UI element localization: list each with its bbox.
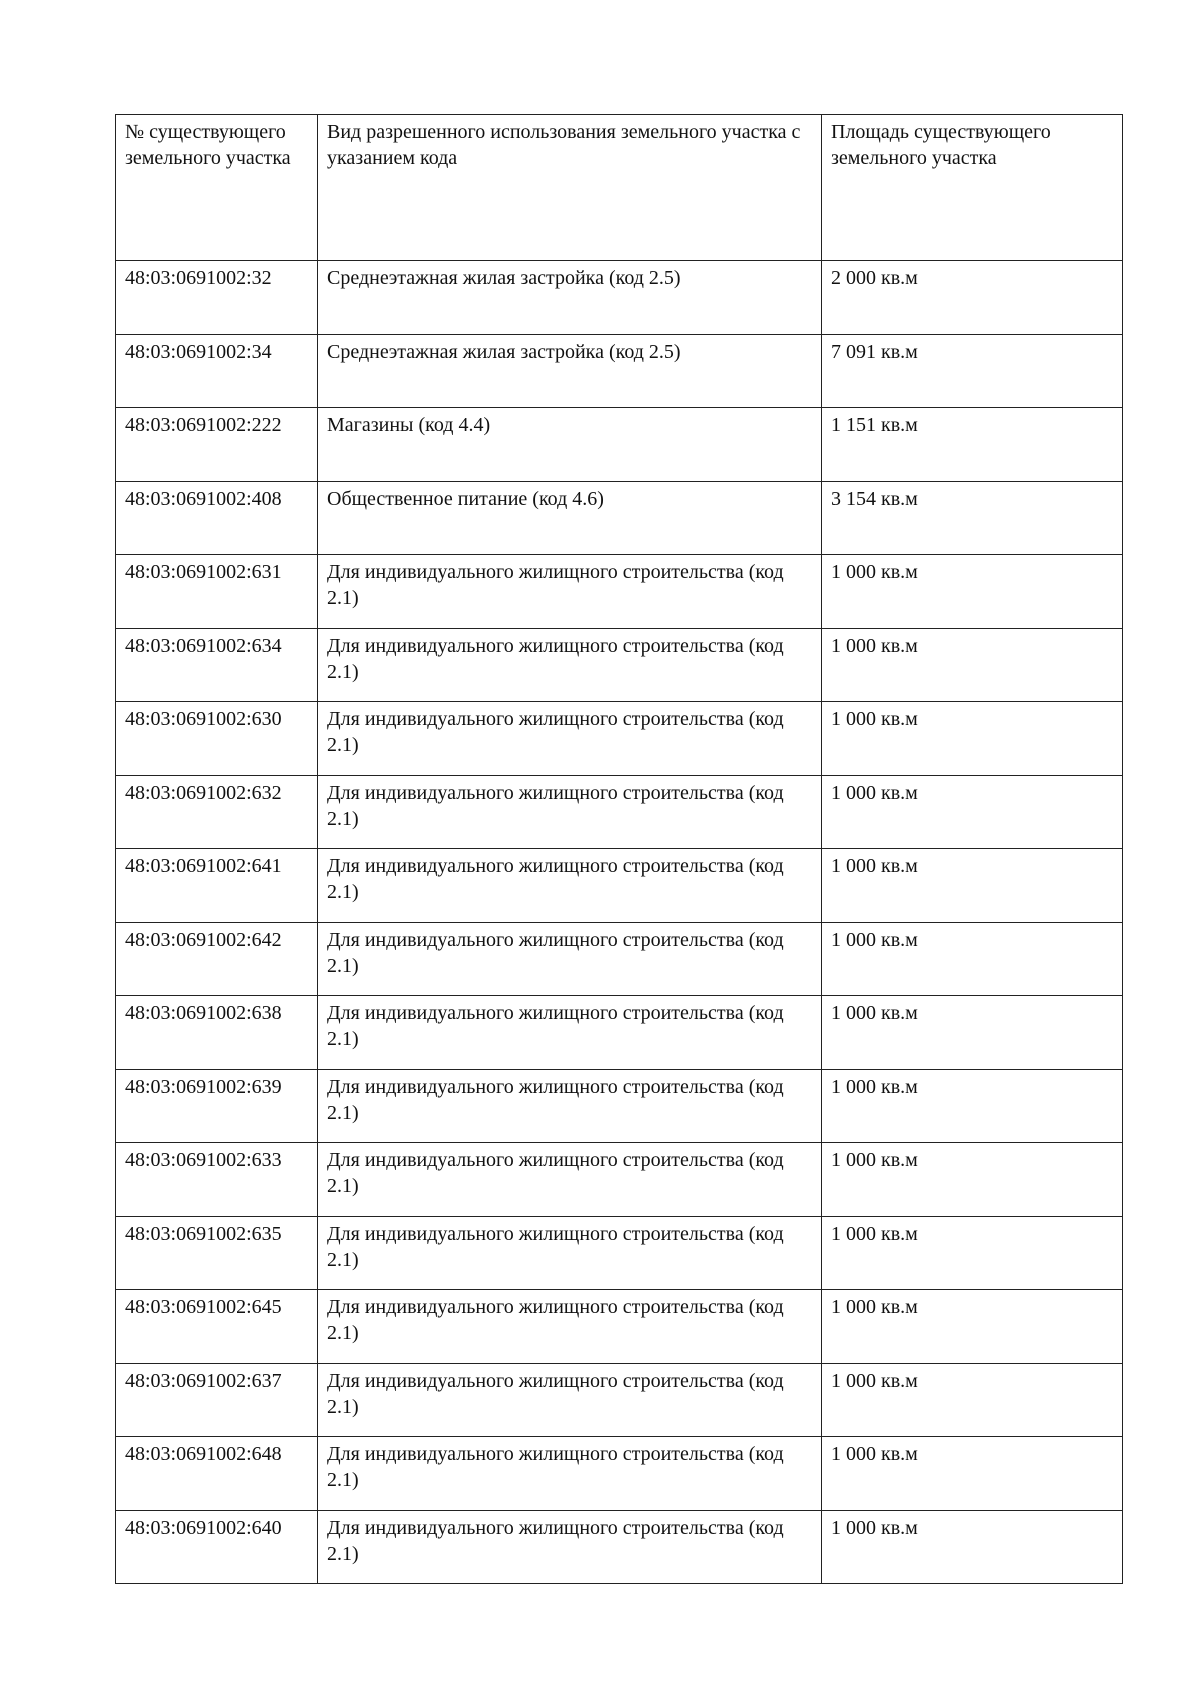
cadastral-number-cell: 48:03:0691002:638 (116, 996, 318, 1070)
area-cell: 1 000 кв.м (822, 1216, 1123, 1290)
table-row (116, 628, 1123, 702)
table-row (116, 481, 1123, 555)
area-cell: 1 000 кв.м (822, 702, 1123, 776)
table-row (116, 334, 1123, 408)
table-row (116, 408, 1123, 482)
area-cell: 1 000 кв.м (822, 628, 1123, 702)
area-cell: 2 000 кв.м (822, 261, 1123, 335)
cadastral-number-cell: 48:03:0691002:408 (116, 481, 318, 555)
table-row (116, 849, 1123, 923)
table-row (116, 702, 1123, 776)
cadastral-number-cell: 48:03:0691002:631 (116, 555, 318, 629)
cadastral-number-cell: 48:03:0691002:637 (116, 1363, 318, 1437)
cadastral-number-cell: 48:03:0691002:641 (116, 849, 318, 923)
permitted-use-cell: Для индивидуального жилищного строительства (код 2.1) (318, 1363, 822, 1437)
area-cell: 1 000 кв.м (822, 775, 1123, 849)
area-cell: 1 000 кв.м (822, 1290, 1123, 1364)
table-row (116, 1363, 1123, 1437)
table-row (116, 1510, 1123, 1584)
permitted-use-cell: Среднеэтажная жилая застройка (код 2.5) (318, 261, 822, 335)
area-cell: 1 000 кв.м (822, 922, 1123, 996)
permitted-use-cell: Для индивидуального жилищного строительства (код 2.1) (318, 628, 822, 702)
table-row (116, 922, 1123, 996)
table-row (116, 1290, 1123, 1364)
cadastral-number-cell: 48:03:0691002:633 (116, 1143, 318, 1217)
permitted-use-cell: Для индивидуального жилищного строительства (код 2.1) (318, 775, 822, 849)
cadastral-number-cell: 48:03:0691002:639 (116, 1069, 318, 1143)
area-cell: 1 000 кв.м (822, 849, 1123, 923)
cadastral-number-cell: 48:03:0691002:632 (116, 775, 318, 849)
table-row (116, 1143, 1123, 1217)
cadastral-number-cell: 48:03:0691002:222 (116, 408, 318, 482)
cadastral-number-cell: 48:03:0691002:635 (116, 1216, 318, 1290)
area-cell: 1 000 кв.м (822, 1069, 1123, 1143)
permitted-use-cell: Общественное питание (код 4.6) (318, 481, 822, 555)
cadastral-number-cell: 48:03:0691002:630 (116, 702, 318, 776)
header-cell-area: Площадь существующего земельного участка (822, 115, 1123, 261)
table-header-row (116, 115, 1123, 261)
area-cell: 1 000 кв.м (822, 1143, 1123, 1217)
cadastral-number-cell: 48:03:0691002:642 (116, 922, 318, 996)
permitted-use-cell: Для индивидуального жилищного строительства (код 2.1) (318, 996, 822, 1070)
header-cell-plot-number: № существующего земельного участка (116, 115, 318, 261)
permitted-use-cell: Для индивидуального жилищного строительства (код 2.1) (318, 1143, 822, 1217)
area-cell: 1 000 кв.м (822, 1437, 1123, 1511)
header-cell-permitted-use: Вид разрешенного использования земельного участка с указанием кода (318, 115, 822, 261)
table-row (116, 555, 1123, 629)
area-cell: 1 000 кв.м (822, 996, 1123, 1070)
table-row (116, 1216, 1123, 1290)
table-row (116, 775, 1123, 849)
area-cell: 1 000 кв.м (822, 555, 1123, 629)
table-row (116, 1069, 1123, 1143)
cadastral-number-cell: 48:03:0691002:640 (116, 1510, 318, 1584)
area-cell: 3 154 кв.м (822, 481, 1123, 555)
table-row (116, 996, 1123, 1070)
permitted-use-cell: Для индивидуального жилищного строительства (код 2.1) (318, 922, 822, 996)
permitted-use-cell: Для индивидуального жилищного строительства (код 2.1) (318, 849, 822, 923)
permitted-use-cell: Для индивидуального жилищного строительства (код 2.1) (318, 1216, 822, 1290)
permitted-use-cell: Для индивидуального жилищного строительства (код 2.1) (318, 1290, 822, 1364)
permitted-use-cell: Для индивидуального жилищного строительства (код 2.1) (318, 702, 822, 776)
cadastral-number-cell: 48:03:0691002:648 (116, 1437, 318, 1511)
permitted-use-cell: Для индивидуального жилищного строительства (код 2.1) (318, 1510, 822, 1584)
cadastral-number-cell: 48:03:0691002:32 (116, 261, 318, 335)
area-cell: 1 000 кв.м (822, 1510, 1123, 1584)
table-row (116, 1437, 1123, 1511)
area-cell: 1 000 кв.м (822, 1363, 1123, 1437)
area-cell: 1 151 кв.м (822, 408, 1123, 482)
permitted-use-cell: Для индивидуального жилищного строительства (код 2.1) (318, 1437, 822, 1511)
area-cell: 7 091 кв.м (822, 334, 1123, 408)
table-row (116, 261, 1123, 335)
land-plots-table (115, 114, 1123, 1584)
cadastral-number-cell: 48:03:0691002:34 (116, 334, 318, 408)
cadastral-number-cell: 48:03:0691002:634 (116, 628, 318, 702)
permitted-use-cell: Магазины (код 4.4) (318, 408, 822, 482)
permitted-use-cell: Для индивидуального жилищного строительства (код 2.1) (318, 1069, 822, 1143)
permitted-use-cell: Среднеэтажная жилая застройка (код 2.5) (318, 334, 822, 408)
permitted-use-cell: Для индивидуального жилищного строительства (код 2.1) (318, 555, 822, 629)
cadastral-number-cell: 48:03:0691002:645 (116, 1290, 318, 1364)
